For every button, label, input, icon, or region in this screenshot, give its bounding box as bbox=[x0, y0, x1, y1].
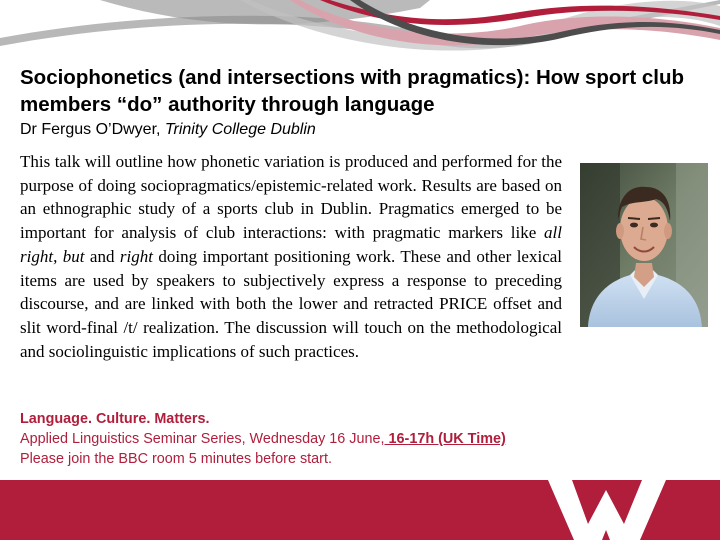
abstract-marker-all-right: all right bbox=[20, 223, 562, 266]
talk-abstract bbox=[20, 150, 562, 363]
abstract-text-part-1: This talk will outline how phonetic variation is produced and performed for the purpose of doing sociopragmatics/epistemic-related work. Results are based on an ethnographic study of a sports club in Dublin. Pragmatics emerged to be important for analysis of club interactions: with pragmatic markers like bbox=[20, 152, 562, 243]
talk-title-line-2: members “do” authority through language bbox=[20, 93, 435, 116]
decorative-swoosh bbox=[0, 0, 720, 60]
abstract-marker-but: but bbox=[62, 246, 85, 266]
speaker-line bbox=[20, 120, 620, 140]
abstract-marker-right: right bbox=[119, 246, 153, 266]
speaker-affiliation: Trinity College Dublin bbox=[164, 121, 316, 138]
footer-motto: Language. Culture. Matters. bbox=[20, 411, 210, 427]
series-date: Applied Linguistics Seminar Series, Wednesday 16 June, bbox=[20, 431, 385, 447]
series-line bbox=[20, 429, 620, 449]
speaker-photo bbox=[580, 163, 708, 327]
talk-title bbox=[20, 64, 710, 118]
event-details bbox=[20, 409, 620, 469]
abstract-separator-1: , bbox=[53, 246, 63, 266]
abstract-separator-2: and bbox=[84, 246, 120, 266]
speaker-name: Dr Fergus O’Dwyer, bbox=[20, 121, 165, 138]
join-note: Please join the BBC room 5 minutes before start. bbox=[20, 451, 332, 467]
session-time: 16-17h (UK Time) bbox=[384, 431, 506, 447]
abstract-text-part-2: doing important positioning work. These and other lexical items are used by speakers to subjectively express a response to preceding discourse, and are linked with both the lower and retracted PRICE offset and slit word-final /t/ realization. The discussion will touch on the methodological and sociolinguistic implications of such practices. bbox=[20, 246, 563, 361]
footer-band bbox=[0, 480, 720, 540]
talk-title-line-1: Sociophonetics (and intersections with pragmatics): How sport club bbox=[20, 66, 685, 89]
